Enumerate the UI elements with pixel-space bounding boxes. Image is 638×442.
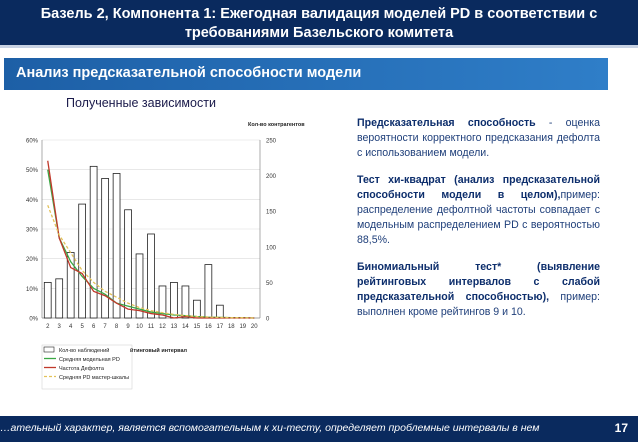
left-tick-label: 30% xyxy=(25,227,38,234)
right-tick-label: 0 xyxy=(266,316,270,323)
x-tick-label: 11 xyxy=(147,324,155,330)
paragraph-body: - оценка вероятности корректного предсказания дефолта с использованием модели. xyxy=(357,117,600,159)
section-bar xyxy=(4,58,608,90)
x-tick-label: 9 xyxy=(126,324,130,330)
legend-label: Частота Дефолта xyxy=(59,366,104,372)
x-tick-label: 2 xyxy=(46,324,50,330)
left-tick-label: 0% xyxy=(29,316,38,323)
bar-observations xyxy=(171,282,178,318)
bar-observations xyxy=(205,265,212,318)
right-tick-label: 250 xyxy=(266,138,277,145)
x-tick-label: 6 xyxy=(91,324,96,330)
x-tick-label: 18 xyxy=(227,324,235,330)
x-tick-label: 7 xyxy=(103,324,107,330)
bar-observations xyxy=(90,166,97,318)
slide-title: Базель 2, Компонента 1: Ежегодная валидация моделей PD в соответствии с требованиями Базельского комитета xyxy=(40,6,598,41)
bar-observations xyxy=(182,286,189,318)
x-tick-label: 12 xyxy=(159,324,166,330)
paragraph-heading: Биномиальный тест* (выявление рейтинговых интервалов с слабой предсказательной способностью), xyxy=(357,261,600,303)
bar-observations xyxy=(79,204,86,318)
left-tick-label: 60% xyxy=(25,138,38,145)
x-tick-label: 8 xyxy=(114,324,119,330)
paragraph-body: пример: распределение дефолтной частоты совпадает с модельным распределением PD с вероятностью 88,5%. xyxy=(357,189,600,246)
paragraph-predictive-power xyxy=(357,116,600,161)
paragraph-heading: Предсказательная способность xyxy=(357,117,536,129)
footer-note-text: …ательный характер, является вспомогательным к хи-тесту, определяет проблемные интервалы в нем xyxy=(0,422,540,434)
left-tick-label: 20% xyxy=(25,257,38,264)
legend-swatch-bar xyxy=(44,347,54,352)
bar-observations xyxy=(44,282,51,318)
left-tick-label: 40% xyxy=(25,197,38,204)
x-tick-label: 16 xyxy=(205,324,212,330)
paragraph-body: пример: выполнен кроме рейтингов 9 и 10. xyxy=(357,291,600,318)
right-tick-label: 50 xyxy=(266,280,273,287)
footer-note xyxy=(0,422,600,434)
x-tick-label: 14 xyxy=(182,324,189,330)
legend-label: Кол-во наблюдений xyxy=(59,348,110,354)
right-tick-label: 150 xyxy=(266,209,277,216)
paragraph-binomial xyxy=(357,260,600,320)
chart-subtitle: Полученные зависимости xyxy=(66,96,216,110)
x-tick-label: 10 xyxy=(136,324,143,330)
legend-label: Средняя модельная PD xyxy=(59,357,120,363)
bar-observations xyxy=(56,279,63,318)
x-tick-label: 4 xyxy=(69,324,73,330)
right-tick-label: 200 xyxy=(266,174,277,181)
footer-bar xyxy=(0,416,638,442)
description-column xyxy=(357,116,600,332)
right-tick-label: 100 xyxy=(266,245,277,252)
x-tick-label: 5 xyxy=(80,324,84,330)
left-tick-label: 10% xyxy=(25,286,38,293)
title-bar xyxy=(0,0,638,48)
bar-observations xyxy=(148,234,155,318)
x-tick-label: 17 xyxy=(216,324,224,330)
x-tick-label: 3 xyxy=(57,324,61,330)
bar-observations xyxy=(125,210,132,318)
x-tick-label: 15 xyxy=(193,324,201,330)
x-tick-label: 20 xyxy=(250,324,258,330)
section-title: Анализ предсказательной способности модели xyxy=(16,65,362,81)
right-axis-title: Кол-во контрагентов xyxy=(248,122,305,128)
x-axis-title: йтинговый интервал xyxy=(130,348,188,354)
left-tick-label: 50% xyxy=(25,168,38,175)
paragraph-chi-square xyxy=(357,173,600,248)
paragraph-heading: Тест хи-квадрат (анализ предсказательной способности модели в целом), xyxy=(357,174,600,201)
x-tick-label: 13 xyxy=(170,324,178,330)
bar-observations xyxy=(193,300,200,318)
rating-chart xyxy=(8,112,338,412)
x-tick-label: 19 xyxy=(239,324,247,330)
bar-observations xyxy=(216,305,223,318)
page-number: 17 xyxy=(614,421,628,435)
legend-label: Средняя PD мастер-шкалы xyxy=(59,375,130,381)
